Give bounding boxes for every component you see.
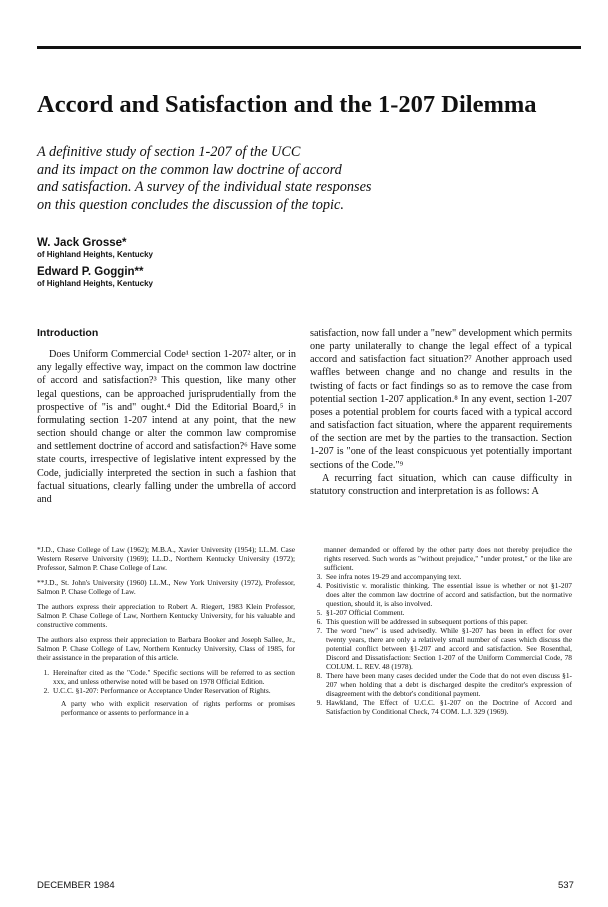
subtitle-line: on this question concludes the discussion of the topic.: [37, 196, 344, 213]
footnote: 8. There have been many cases decided under the Code that do not even discuss §1-207 when holding that a debt is discharged despite the creditor's expression of disagreement with the debtor's conditional payment.: [324, 671, 572, 698]
author-name: W. Jack Grosse*: [37, 237, 127, 249]
footnote: 7. The word "new" is used advisedly. While §1-207 has been in effect for over twenty years, there are only a relatively small number of cases which discuss the potential conflict between §1-207 and accord and satisfaction. See Rosenthal, Discord and Dissatisfaction: Section 1-207 of the Uniform Commercial Code, 78 COLUM. L. REV. 48 (1978).: [324, 626, 572, 671]
article-title: Accord and Satisfaction and the 1-207 Dilemma: [37, 91, 537, 118]
footnotes-right: [310, 545, 572, 716]
acknowledgment: The authors also express their appreciation to Barbara Booker and Joseph Sallee, Jr., Salmon P. Chase College of Law, Northern Kentucky University, Class of 1985, for their assistance in the preparation of this article.: [37, 635, 295, 662]
block-quote: manner demanded or offered by the other party does not thereby prejudice the rights reserved. Such words as "without prejudice," "under protest," or the like are sufficient.: [324, 545, 572, 572]
issue-date: DECEMBER 1984: [37, 880, 115, 891]
author-note: *J.D., Chase College of Law (1962); M.B.A., Xavier University (1954); LL.M. Case Western Reserve University (1969); LL.D., Northern Kentucky University (1972); Professor, Salmon P. Chase College of Law.: [37, 545, 295, 572]
footnote-list: [37, 668, 295, 695]
footnotes-left: [37, 545, 295, 717]
top-rule: [37, 46, 581, 49]
block-quote: A party who with explicit reservation of rights performs or promises performance or assents to performance in a: [61, 699, 295, 717]
body-paragraph: Does Uniform Commercial Code¹ section 1-207² alter, or in any legally effective way, impact on the common law doctrine of accord and satisfaction?³ This question, like many other legal questions, can be approached jurisprudentially from the prospective of "is and" ought.⁴ Did the Editorial Board,⁵ in formulating section 1-207 intend at any point, that the new section should change or alter the common law compromise and settlement doctrine of accord and satisfaction?⁶ Have some state courts, irrespective of legislative intent expressed by the Code, judicially interpreted the section in such a fashion that factual situations, clearly falling under the umbrella of accord and: [37, 349, 296, 505]
body-left-column: [37, 327, 296, 506]
footnote: 2. U.C.C. §1-207: Performance or Acceptance Under Reservation of Rights.: [51, 686, 295, 695]
article-subtitle: [37, 144, 577, 214]
footnote: 4. Positivistic v. moralistic thinking. The essential issue is whether or not §1-207 does alter the common law doctrine of accord and satisfaction, but the normative question, should it, is also involved.: [324, 581, 572, 608]
author-name: Edward P. Goggin**: [37, 266, 144, 278]
footnote: 9. Hawkland, The Effect of U.C.C. §1-207 on the Doctrine of Accord and Satisfaction by Conditional Check, 74 COM. L.J. 329 (1969).: [324, 698, 572, 716]
body-paragraph: satisfaction, now fall under a "new" development which permits one party unilaterally to change the legal effect of a typical accord and satisfaction fact situation?⁷ Another approach used waffles between change and no change and results in the twisting of facts or fact findings so as to remove the case from potential section 1-207 application.⁸ In any event, section 1-207 poses a potential problem for courts faced with a typical accord and satisfaction fact situation, where the apparent requirements of the section are met by the parties to the transaction. Section 1-207 is "one of the least conspicuous yet potentially important sections of the Code."⁹: [310, 328, 572, 471]
author-block: [37, 265, 153, 289]
footnote: 3. See infra notes 19-29 and accompanying text.: [324, 572, 572, 581]
page-number: 537: [558, 880, 574, 891]
body-right-column: [310, 327, 572, 498]
subtitle-line: A definitive study of section 1-207 of the UCC: [37, 144, 301, 160]
author-block: [37, 236, 153, 260]
author-affiliation: of Highland Heights, Kentucky: [37, 279, 154, 288]
footnote: 5. §1-207 Official Comment.: [324, 608, 572, 617]
footnote: 1. Hereinafter cited as the "Code." Specific sections will be referred to as section xxx, and unless otherwise noted will be based on 1978 Official Edition.: [51, 668, 295, 686]
author-affiliation: of Highland Heights, Kentucky: [37, 250, 154, 259]
author-note: **J.D., St. John's University (1960) LL.M., New York University (1972), Professor, Salmon P. Chase College of Law.: [37, 578, 295, 596]
subtitle-line: and satisfaction. A survey of the individual state responses: [37, 179, 372, 195]
footnote-list: [310, 572, 572, 716]
footnote: 6. This question will be addressed in subsequent portions of this paper.: [324, 617, 572, 626]
acknowledgment: The authors express their appreciation to Robert A. Riegert, 1983 Klein Professor, Salmon P. Chase College of Law, Northern Kentucky University, for his valuable and constructive comments.: [37, 602, 295, 629]
body-paragraph: A recurring fact situation, which can cause difficulty in statutory construction and interpretation is as follows: A: [310, 472, 572, 497]
section-heading: Introduction: [37, 327, 99, 339]
subtitle-line: and its impact on the common law doctrine of accord: [37, 161, 342, 178]
